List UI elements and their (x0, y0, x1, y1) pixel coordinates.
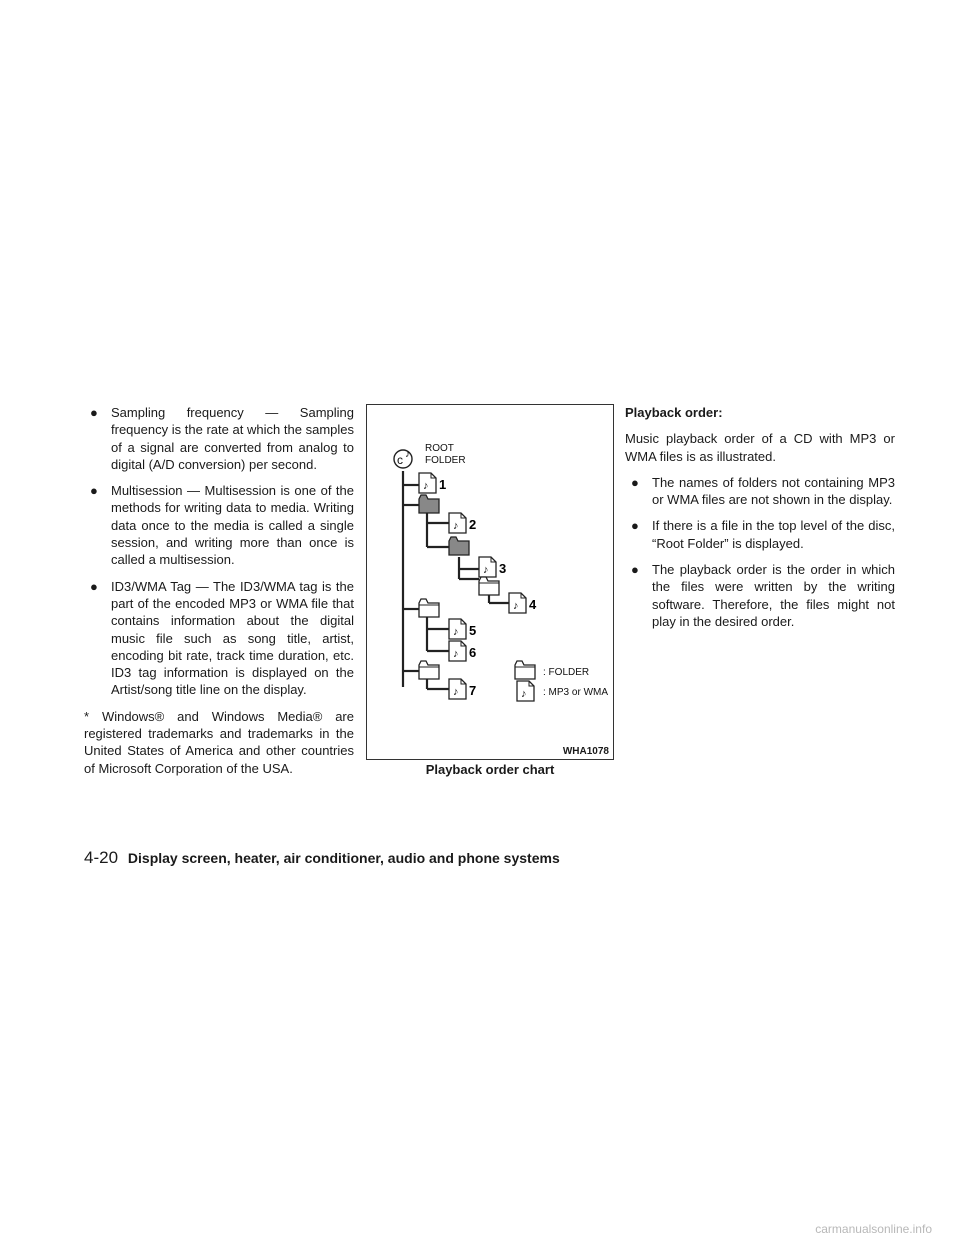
page-footer (84, 848, 560, 868)
bullet-dot-icon: ● (631, 474, 639, 490)
bullet-folder-names (631, 474, 895, 509)
svg-text:c: c (397, 453, 403, 467)
bullet-multisession (90, 482, 354, 568)
music-file-icon (449, 679, 466, 699)
intro-paragraph: Music playback order of a CD with MP3 or WMA files is as illustrated. (625, 431, 895, 464)
watermark: carmanualsonline.info (815, 1222, 932, 1236)
music-file-icon (449, 641, 466, 661)
bullet-dot-icon: ● (631, 562, 639, 578)
playback-order-figure (366, 404, 614, 760)
bullet-id3-wma-tag (90, 578, 354, 699)
bullet-dot-icon: ● (631, 518, 639, 534)
folder-icon (479, 577, 499, 595)
folder-icon (419, 495, 439, 513)
section-title: Display screen, heater, air conditioner, audio and phone systems (127, 850, 560, 866)
music-file-icon (517, 681, 534, 701)
folder-label: FOLDER (425, 455, 466, 466)
music-file-icon (449, 619, 466, 639)
file-number: 1 (439, 477, 447, 492)
file-number: 7 (469, 683, 477, 698)
left-column (84, 404, 354, 786)
file-number: 3 (499, 561, 507, 576)
bullet-text: If there is a file in the top level of the disc, “Root Folder” is displayed. (652, 518, 895, 551)
bullet-text: The playback order is the order in which the files were written by the writing software. Therefore, the files might not play in the desired order. (652, 562, 895, 629)
bullet-root-folder (631, 517, 895, 552)
folder-icon (449, 537, 469, 555)
file-number: 6 (469, 645, 477, 660)
folder-icon (419, 661, 439, 679)
file-number: 5 (469, 623, 477, 638)
figure-code: WHA1078 (562, 746, 609, 757)
folder-icon (419, 599, 439, 617)
folder-icon (515, 661, 535, 679)
music-file-icon (509, 593, 526, 613)
bullet-dot-icon: ● (90, 578, 98, 594)
file-number: 2 (469, 517, 477, 532)
root-label: ROOT (425, 443, 454, 454)
bullet-dot-icon: ● (90, 405, 98, 420)
disc-icon (394, 449, 412, 468)
bullet-text: The names of folders not containing MP3 or WMA files are not shown in the display. (652, 474, 895, 508)
folder-tree-diagram: ♪ c ♪ ROOT FOLDER 1 2 3 4 5 6 7 : FOLDER : MP3 or WMA (367, 405, 615, 761)
trademark-note: * Windows® and Windows Media® are registered trademarks and trademarks in the United States of America and other countries of Microsoft Corporation of the USA. (84, 708, 354, 776)
music-file-icon (479, 557, 496, 577)
music-file-icon (419, 473, 436, 493)
bullet-dot-icon: ● (90, 483, 98, 499)
legend-file: : MP3 or WMA (543, 687, 609, 698)
bullet-playback-order (631, 561, 895, 630)
bullet-text: Multisession — Multisession is one of the methods for writing data to media. Writing data once to the media is called a single session, and writing more than once is called a multisession. (111, 483, 354, 568)
music-file-icon (449, 513, 466, 533)
page-number: 4-20 (84, 848, 119, 867)
bullet-text: Sampling frequency — Sampling frequency is the rate at which the samples of a signal are converted from analog to digital (A/D conversion) per second. (111, 405, 354, 472)
right-column (625, 404, 895, 639)
figure-caption: Playback order chart (425, 762, 555, 777)
svg-text:♪: ♪ (405, 449, 410, 460)
legend-folder: : FOLDER (543, 667, 590, 678)
bullet-sampling-frequency (90, 404, 354, 473)
section-heading: Playback order: (625, 405, 723, 420)
file-number: 4 (529, 597, 537, 612)
bullet-text: ID3/WMA Tag — The ID3/WMA tag is the part of the encoded MP3 or WMA file that contains information about the digital music file such as song title, artist, encoding bit rate, track time duration, etc. ID3 tag information is displayed on the Artist/song title line on the display. (111, 578, 354, 698)
